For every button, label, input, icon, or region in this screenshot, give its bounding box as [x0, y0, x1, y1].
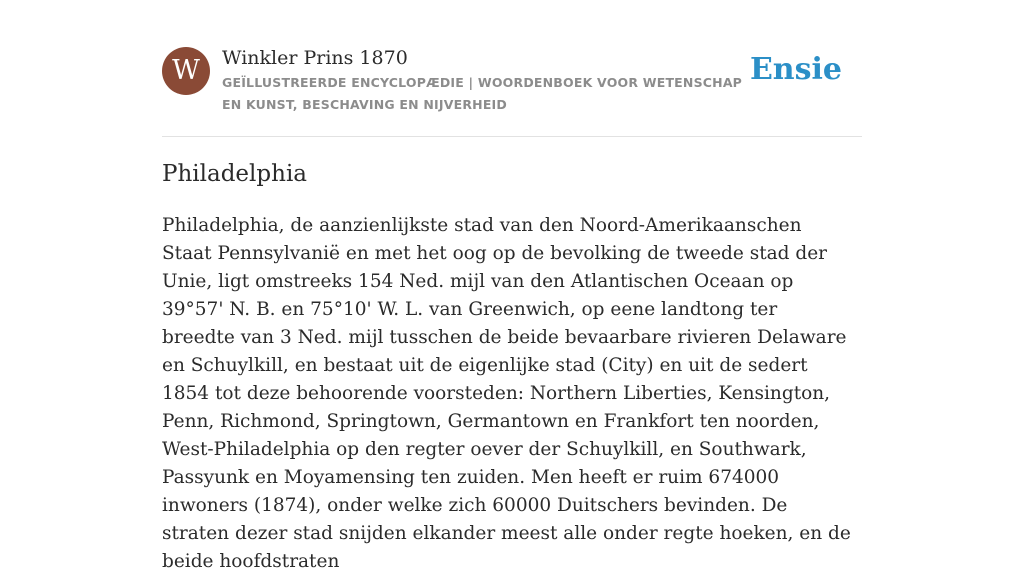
source-title[interactable]: Winkler Prins 1870 [222, 47, 408, 69]
header [162, 44, 862, 137]
avatar[interactable]: W [162, 47, 210, 95]
entry-body: Philadelphia, de aanzienlijkste stad van den Noord-Amerikaanschen Staat Pennsylvanië en met het oog op de bevolking de tweede stad der Unie, ligt omstreeks 154 Ned. mijl van den Atlantischen Oceaan op 39°57' N. B. en 75°10' W. L. van Greenwich, op eene landtong ter breedte van 3 Ned. mijl tusschen de beide bevaarbare rivieren Delaware en Schuylkill, en bestaat uit de eigenlijke stad (City) en uit de sedert 1854 tot deze behoorende voorsteden: Northern Liberties, Kensington, Penn, Richmond, Springtown, Germantown en Frankfort ten noorden, West-Philadelphia op den regter oever der Schuylkill, en Southwark, Passyunk en Moyamensing ten zuiden. Men heeft er ruim 674000 inwoners (1874), onder welke zich 60000 Duitschers bevinden. De straten dezer stad snijden elkander meest alle onder regte hoeken, en de beide hoofdstraten [162, 215, 851, 572]
entry-title: Philadelphia [162, 161, 308, 187]
brand-logo[interactable]: Ensie [749, 52, 842, 87]
source-subtitle: GEÏLLUSTREERDE ENCYCLOPÆDIE | WOORDENBOEK VOOR WETENSCHAP EN KUNST, BESCHAVING EN NIJVERHEID [222, 75, 743, 112]
